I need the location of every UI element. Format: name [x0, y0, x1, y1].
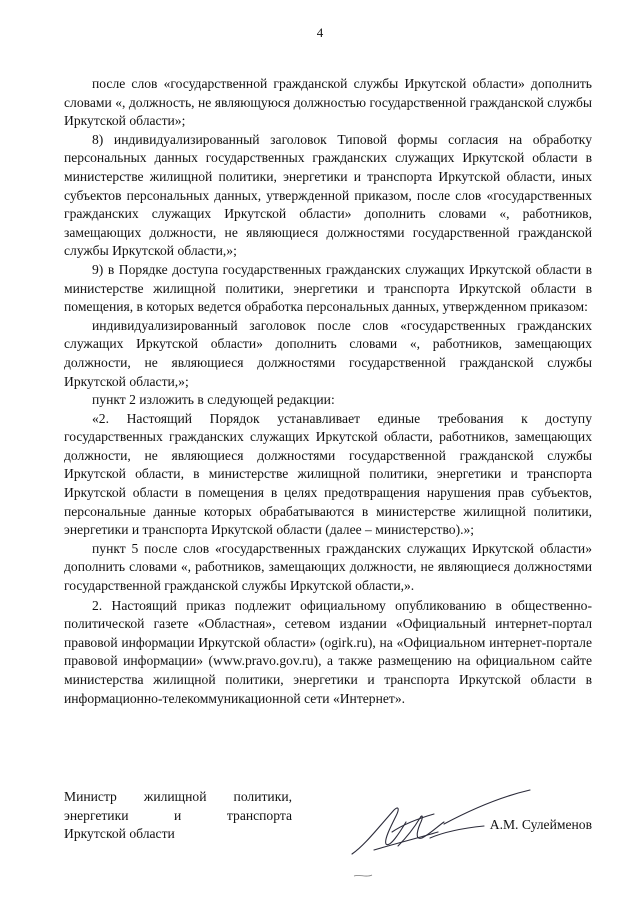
scan-mark-icon [352, 872, 374, 882]
paragraph-publication: 2. Настоящий приказ подлежит официальному опубликованию в общественно-политической газете «Областная», сетевом издании «Официальный интернет-портал правовой информации Иркутской области» (ogirk.ru), на «Официальном интернет-портале правовой информации» (www.pravo.gov.ru), а также размещению на официальном сайте министерства жилищной политики, энергетики и транспорта Иркутской области в информационно-телекоммуникационной сети «Интернет». [64, 597, 592, 706]
signature-block [64, 788, 592, 868]
paragraph-1: после слов «государственной гражданской службы Иркутской области» дополнить словами «, должность, не являющуюся должностью государственной гражданской службы Иркутской области»; [64, 76, 592, 129]
paragraph-point-2-intro: пункт 2 изложить в следующей редакции: [92, 392, 335, 408]
paragraph-item-8: 8) индивидуализированный заголовок Типовой формы согласия на обработку персональных данных государственных гражданских служащих Иркутской области в министерстве жилищной политики, энергетики и транспорта Иркутской области, иных субъектов персональных данных, утвержденной приказом, после слов «государственных гражданских служащих Иркутской области» дополнить словами «, работников, замещающих должности, не являющиеся должностями государственной гражданской службы Иркутской области,»; [64, 131, 592, 259]
signer-position-line-1: Министр жилищной политики, [64, 789, 292, 804]
signer-name: А.М. Сулейменов [489, 817, 592, 832]
paragraph-item-9: 9) в Порядке доступа государственных гражданских служащих Иркутской области в министерстве жилищной политики, энергетики и транспорта Иркутской области в помещения, в которых ведется обработка персональных данных, утвержденном приказом: [64, 261, 592, 315]
paragraph-heading-amendment: индивидуализированный заголовок после слов «государственных гражданских служащих Иркутской области» дополнить словами «, работников, замещающих должности, не являющиеся должностями государственной гражданской службы Иркутской области,»; [64, 317, 592, 389]
page-number: 4 [316, 25, 324, 40]
signer-position-line-3: Иркутской области [64, 826, 175, 842]
paragraph-point-5: пункт 5 после слов «государственных гражданских служащих Иркутской области» дополнить словами «, работников, замещающих должности, не являющиеся должностями государственной гражданской службы Иркутской области,». [64, 540, 592, 594]
signer-position-line-2: энергетики и транспорта [64, 807, 292, 823]
document-body [64, 75, 592, 708]
paragraph-point-2-text: «2. Настоящий Порядок устанавливает единые требования к доступу государственных гражданских служащих Иркутской области, работников, замещающих должности, не являющиеся должностями государственной гражданской службы Иркутской области, в министерстве жилищной политики, энергетики и транспорта Иркутской области в помещения в целях предотвращения нарушения прав субъектов, персональные данные которых обрабатываются в министерстве жилищной политики, энергетики и транспорта Иркутской области (далее – министерство).»; [64, 410, 592, 538]
signer-position [64, 788, 292, 844]
